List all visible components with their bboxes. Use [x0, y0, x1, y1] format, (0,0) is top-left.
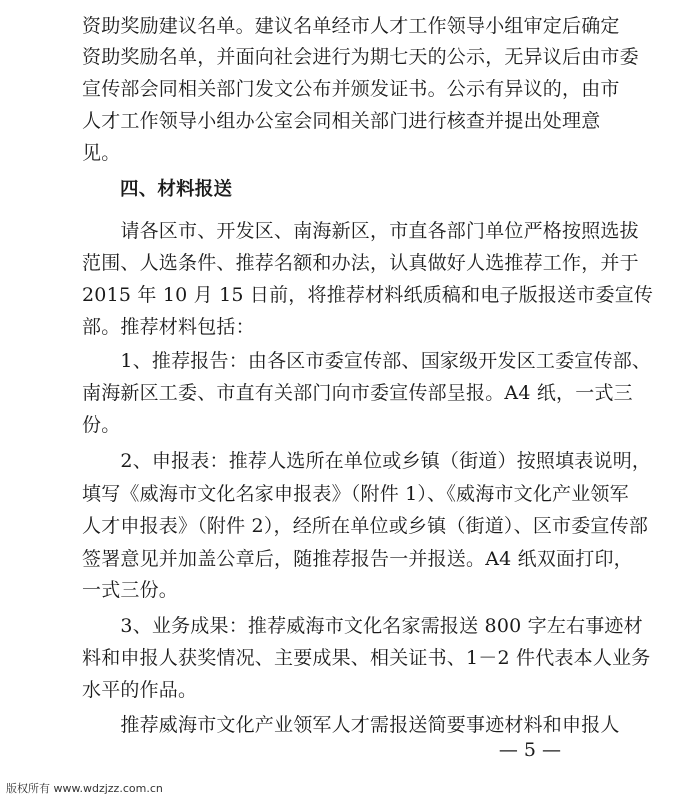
text-line: 2、申报表：推荐人选所在单位或乡镇（街道）按照填表说明，	[82, 450, 652, 472]
text-line: 南海新区工委、市直有关部门向市委宣传部呈报。A4 纸，一式三	[82, 382, 633, 404]
section-heading: 四、材料报送	[120, 179, 233, 200]
text-line: 一式三份。	[82, 579, 179, 601]
text-line: 签署意见并加盖公章后，随推荐报告一并报送。A4 纸双面打印，	[82, 548, 633, 570]
text-line: 请各区市、开发区、南海新区，市直各部门单位严格按照选拔	[82, 220, 639, 242]
text-line: 水平的作品。	[82, 679, 198, 701]
text-line: 1、推荐报告：由各区市委宣传部、国家级开发区工委宣传部、	[82, 350, 652, 372]
text-line: 3、业务成果：推荐威海市文化名家需报送 800 字左右事迹材	[82, 615, 643, 637]
text-line: 料和申报人获奖情况、主要成果、相关证书、1－2 件代表本人业务	[82, 647, 651, 669]
text-line: 份。	[82, 414, 121, 436]
text-line: 推荐威海市文化产业领军人才需报送简要事迹材料和申报人	[82, 714, 620, 736]
text-line: 范围、人选条件、推荐名额和办法，认真做好人选推荐工作，并于	[82, 252, 639, 274]
text-line: 部。推荐材料包括：	[82, 316, 255, 338]
text-line: 资助奖励名单，并面向社会进行为期七天的公示，无异议后由市委	[82, 46, 639, 68]
text-line: 宣传部会同相关部门发文公布并颁发证书。公示有异议的，由市	[82, 78, 620, 100]
text-line: 人才申报表》（附件 2），经所在单位或乡镇（街道）、区市委宣传部	[82, 515, 649, 537]
text-line: 填写《威海市文化名家申报表》（附件 1）、《威海市文化产业领军	[82, 483, 629, 505]
text-line: 资助奖励建议名单。建议名单经市人才工作领导小组审定后确定	[82, 15, 620, 37]
page-number: — 5 —	[498, 739, 561, 761]
text-line: 人才工作领导小组办公室会同相关部门进行核查并提出处理意	[82, 110, 601, 132]
text-line: 见。	[82, 142, 121, 164]
text-line: 2015 年 10 月 15 日前，将推荐材料纸质稿和电子版报送市委宣传	[82, 284, 654, 306]
footer-watermark: 版权所有 www.wdzjzz.com.cn	[6, 782, 163, 795]
